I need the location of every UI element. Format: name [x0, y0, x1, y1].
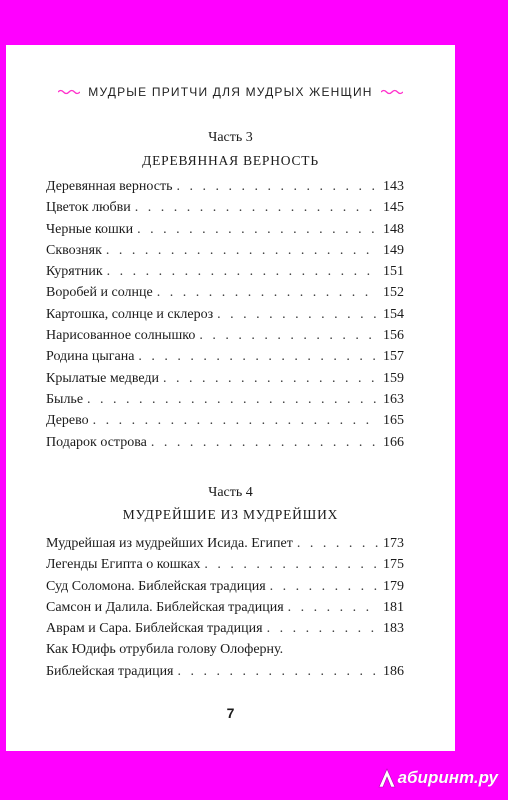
- toc-entry[interactable]: [46, 264, 404, 285]
- part3-label: Часть 3: [208, 130, 253, 145]
- toc-entry[interactable]: [46, 243, 404, 264]
- toc-entry[interactable]: [46, 392, 404, 413]
- toc-entry-title: Как Юдифь отрубила голову Олоферну.: [46, 642, 284, 658]
- toc-entry-title: Былье: [46, 391, 84, 407]
- toc-entry[interactable]: [46, 642, 404, 663]
- leader-dots: [87, 392, 378, 408]
- toc-entry[interactable]: [46, 579, 404, 600]
- leader-dots: [267, 621, 378, 637]
- toc-entry-page: 179: [383, 578, 404, 594]
- toc-entry-page: 181: [383, 599, 404, 615]
- toc-entry-page: 173: [383, 536, 404, 551]
- toc-entry-page: 175: [383, 557, 404, 573]
- page-number: 7: [226, 705, 235, 721]
- toc-entry[interactable]: [46, 285, 404, 306]
- toc-entry-title: Воробей и солнце: [46, 285, 153, 301]
- toc-entry[interactable]: [46, 328, 404, 349]
- toc-entry-page: 183: [383, 621, 404, 637]
- toc-entry-title: Сквозняк: [46, 242, 102, 258]
- toc-entry-page: 163: [383, 391, 404, 407]
- toc-entry-title: Дерево: [46, 413, 89, 429]
- toc-entry-page: 186: [383, 663, 404, 679]
- watermark-text: абиринт.ру: [397, 768, 498, 787]
- toc-entry[interactable]: [46, 307, 404, 328]
- toc-entry-page: 157: [383, 349, 404, 365]
- toc-entry-title: Крылатые медведи: [46, 370, 160, 386]
- toc-entry-title: Родина цыгана: [46, 349, 135, 365]
- leader-dots: [135, 200, 378, 216]
- leader-dots: [204, 557, 378, 573]
- labirint-watermark: [378, 768, 498, 788]
- toc-entry[interactable]: [46, 179, 404, 200]
- toc-entry-title: Библейская традиция: [46, 663, 174, 679]
- toc-entry[interactable]: [46, 621, 404, 642]
- left-wave-ornament-icon: [58, 89, 80, 95]
- leader-dots: [107, 264, 378, 280]
- toc-entry-page: 154: [383, 306, 404, 322]
- toc-entry-page: 145: [383, 200, 404, 216]
- toc-entry-title: Аврам и Сара. Библейская традиция: [46, 621, 263, 637]
- toc-entry-page: 148: [383, 221, 404, 237]
- toc-entry-title: Суд Соломона. Библейская традиция: [46, 578, 266, 594]
- toc-entry[interactable]: [46, 200, 404, 221]
- toc-entry-title: Самсон и Далила. Библейская традиция: [46, 599, 284, 615]
- toc-entry[interactable]: [46, 349, 404, 370]
- leader-dots: [297, 536, 378, 552]
- part4-title: МУДРЕЙШИЕ ИЗ МУДРЕЙШИХ: [122, 507, 339, 522]
- leader-dots: [288, 600, 378, 616]
- toc-entry[interactable]: [46, 222, 404, 243]
- leader-dots: [93, 413, 378, 429]
- toc-entry-page: 166: [383, 434, 404, 450]
- leader-dots: [176, 179, 378, 195]
- right-wave-ornament-icon: [381, 89, 403, 95]
- leader-dots: [217, 307, 378, 323]
- toc-entry[interactable]: [46, 413, 404, 434]
- running-title: МУДРЫЕ ПРИТЧИ ДЛЯ МУДРЫХ ЖЕНЩИН: [88, 85, 373, 99]
- toc-entry-title: Курятник: [46, 264, 103, 280]
- toc-entry-title: Деревянная верность: [46, 179, 173, 194]
- labirint-logo-icon: [378, 768, 396, 788]
- toc-entry[interactable]: [46, 557, 404, 578]
- toc-entry-title: Легенды Египта о кошках: [46, 557, 201, 573]
- running-header: [6, 85, 455, 99]
- leader-dots: [163, 371, 378, 387]
- leader-dots: [199, 328, 378, 344]
- toc-entry-title: Нарисованное солнышко: [46, 328, 196, 344]
- leader-dots: [157, 285, 378, 301]
- leader-dots: [137, 222, 378, 238]
- toc-entry-title: Цветок любви: [46, 200, 131, 216]
- toc-entry[interactable]: [46, 664, 404, 685]
- toc-entry-page: 143: [383, 179, 404, 194]
- toc-entry-page: 152: [383, 285, 404, 301]
- part4-toc-list: [46, 536, 404, 685]
- toc-entry-page: 165: [383, 413, 404, 429]
- toc-entry-title: Мудрейшая из мудрейших Исида. Египет: [46, 536, 293, 551]
- part4-label: Часть 4: [208, 485, 253, 500]
- toc-entry-title: Картошка, солнце и склероз: [46, 306, 214, 322]
- part3-title: ДЕРЕВЯННАЯ ВЕРНОСТЬ: [142, 153, 319, 168]
- book-page: [6, 45, 455, 751]
- toc-entry-page: 149: [383, 242, 404, 258]
- leader-dots: [270, 579, 378, 595]
- toc-entry-page: 151: [383, 264, 404, 280]
- leader-dots: [106, 243, 378, 259]
- toc-entry-page: 156: [383, 328, 404, 344]
- leader-dots: [138, 349, 378, 365]
- part3-toc-list: [46, 179, 404, 456]
- toc-entry[interactable]: [46, 600, 404, 621]
- toc-entry[interactable]: [46, 536, 404, 557]
- leader-dots: [178, 664, 379, 680]
- toc-entry-title: Черные кошки: [46, 221, 134, 237]
- toc-entry[interactable]: [46, 371, 404, 392]
- toc-entry[interactable]: [46, 435, 404, 456]
- toc-entry-title: Подарок острова: [46, 434, 147, 450]
- leader-dots: [151, 435, 378, 451]
- toc-entry-page: 159: [383, 370, 404, 386]
